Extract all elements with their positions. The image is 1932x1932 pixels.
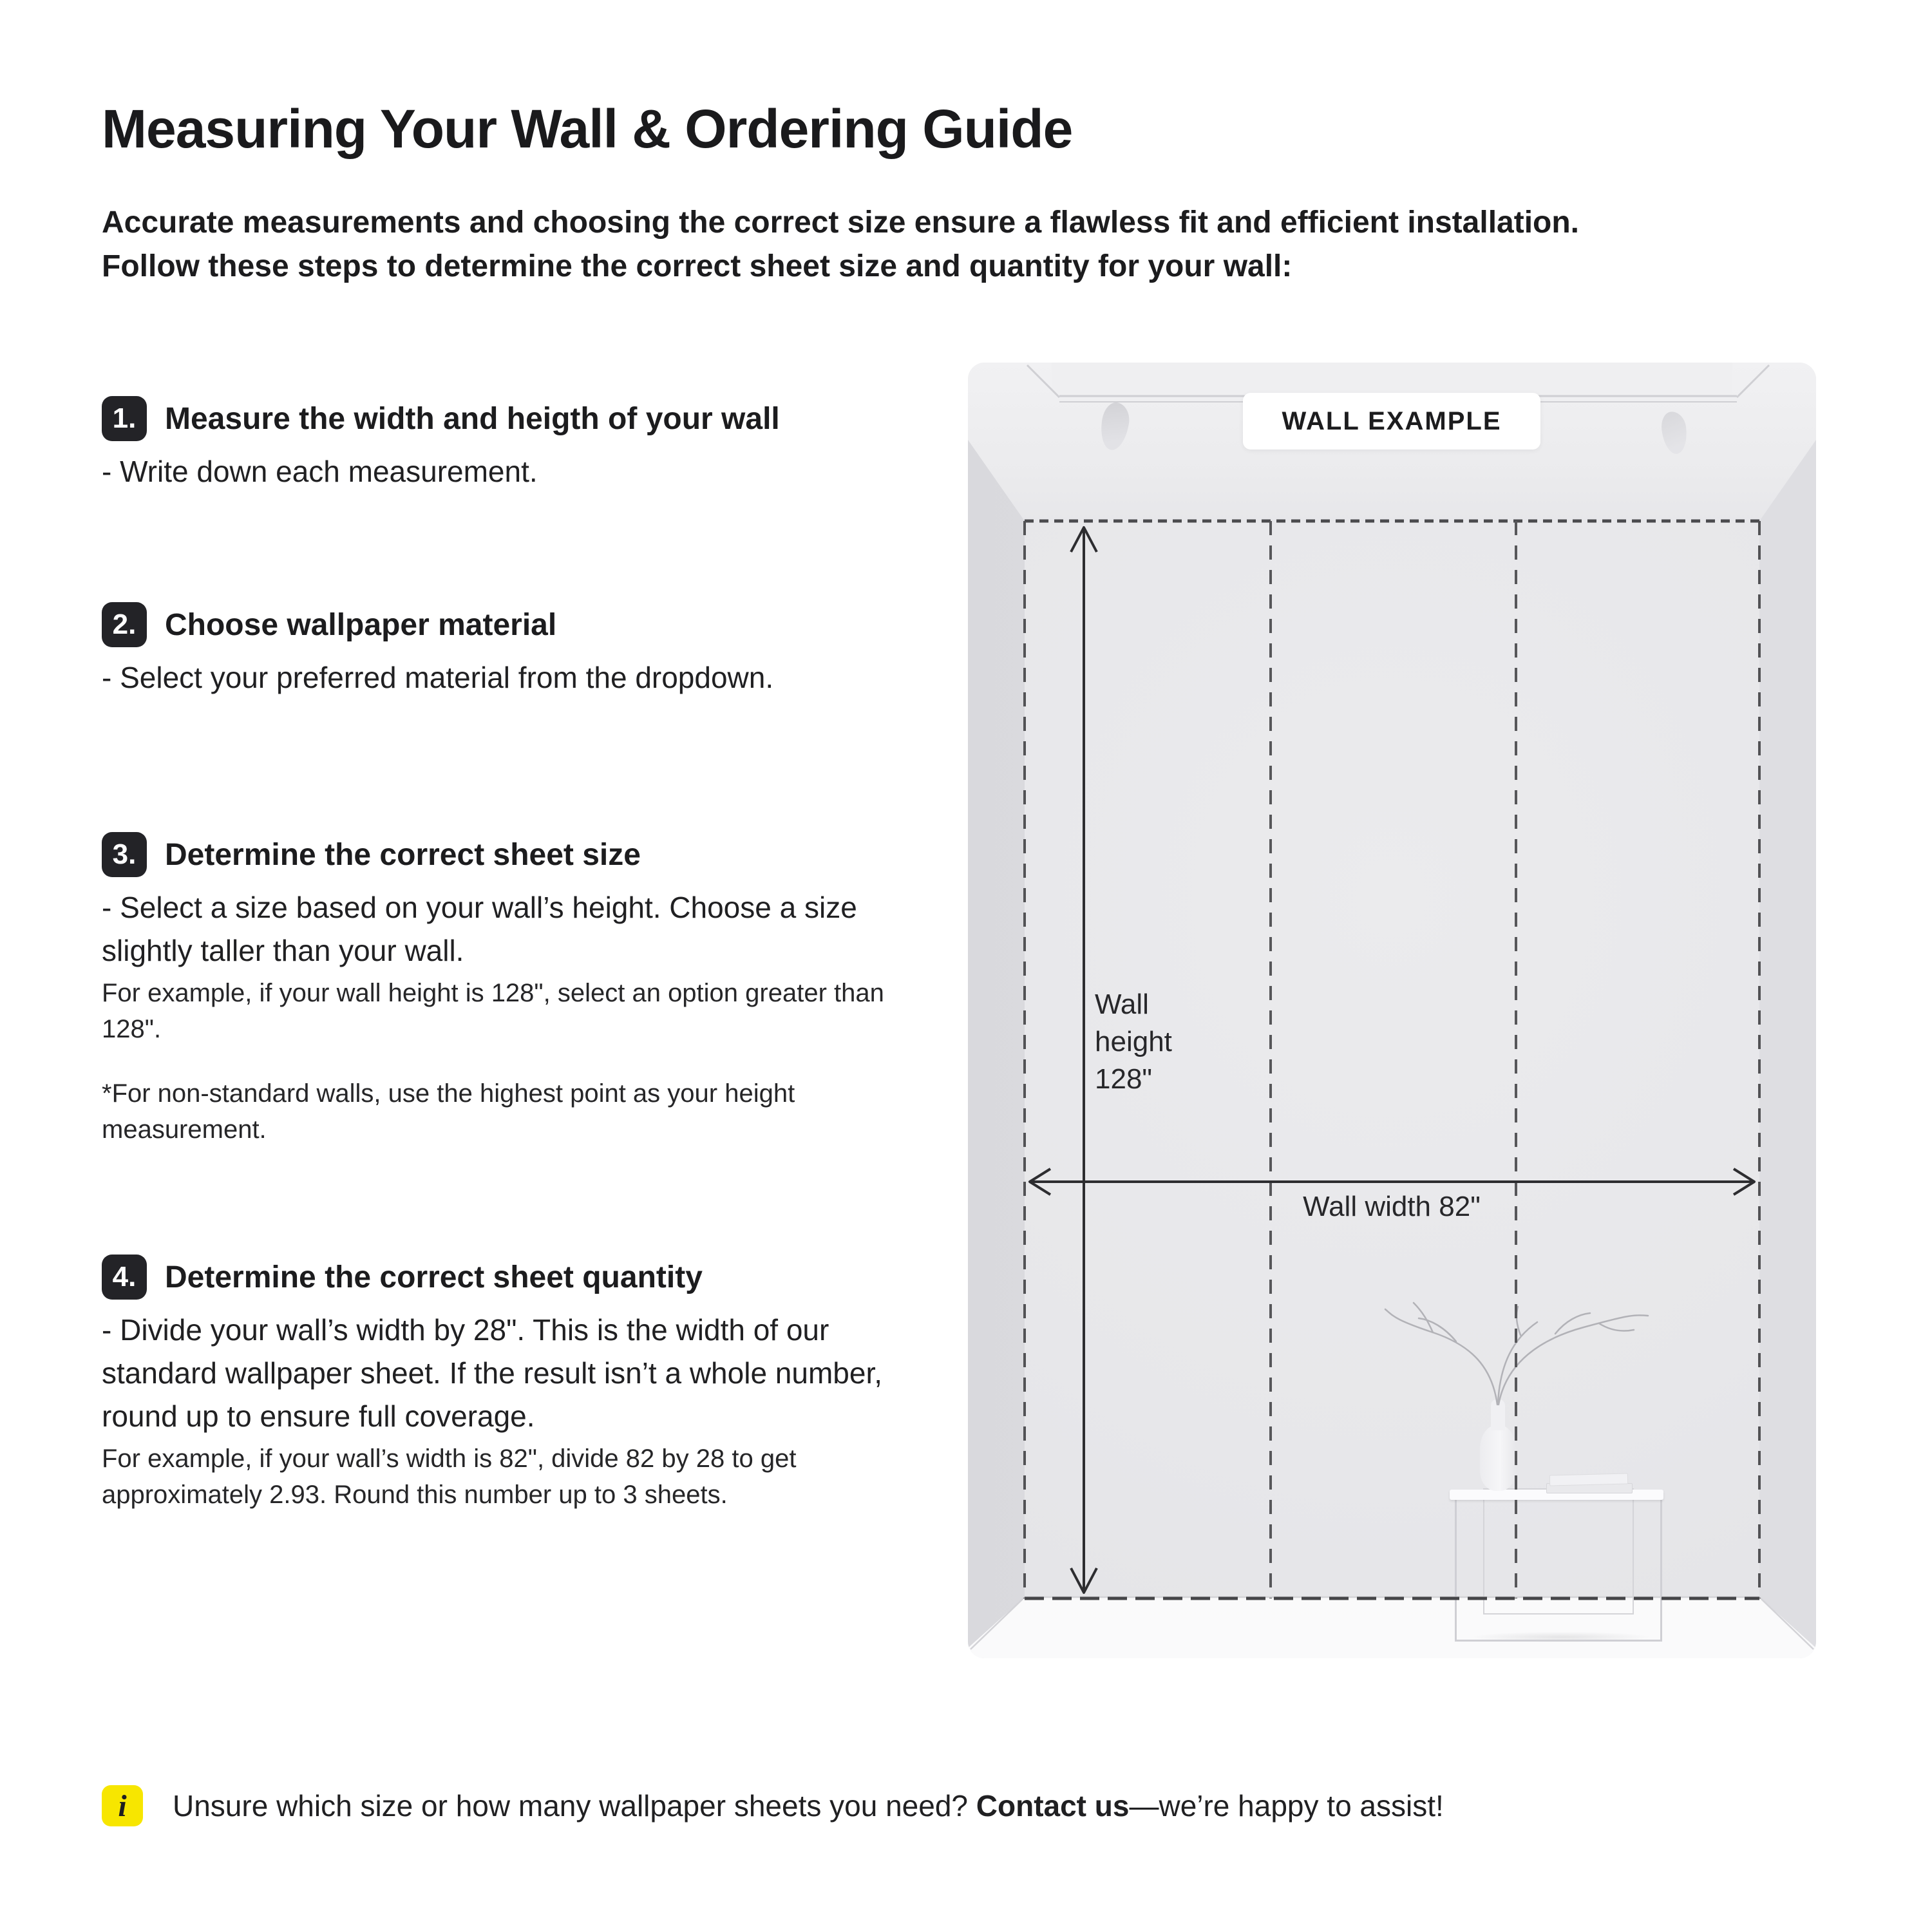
step-3 xyxy=(102,832,900,1148)
step-1 xyxy=(102,396,900,493)
intro-line-2: Follow these steps to determine the correct sheet size and quantity for your wall: xyxy=(102,249,1293,283)
wall-width-label: Wall width 82" xyxy=(1303,1191,1481,1222)
step-1-number: 1. xyxy=(112,402,137,434)
step-1-header xyxy=(102,396,900,441)
step-3-number-badge xyxy=(102,832,147,877)
wall-floor-lines xyxy=(971,1597,1814,1649)
wall-example-figure xyxy=(968,363,1816,1658)
step-1-heading: Measure the width and heigth of your wall xyxy=(165,401,780,436)
step-3-header xyxy=(102,832,900,877)
page-title: Measuring Your Wall & Ordering Guide xyxy=(102,99,1073,159)
wall-height-label-line-2: height xyxy=(1095,1026,1172,1057)
step-3-number: 3. xyxy=(112,838,137,870)
footer-text-before: Unsure which size or how many wallpaper sheets you need? xyxy=(173,1789,976,1823)
contact-us-link[interactable]: Contact us xyxy=(976,1789,1130,1823)
step-4-number-badge xyxy=(102,1255,147,1300)
step-4-heading: Determine the correct sheet quantity xyxy=(165,1260,703,1294)
height-arrow xyxy=(1071,527,1097,1593)
step-2-header xyxy=(102,602,900,647)
step-2-number: 2. xyxy=(112,609,137,640)
info-icon xyxy=(102,1785,143,1826)
intro-line-1: Accurate measurements and choosing the correct size ensure a flawless fit and efficient installation. xyxy=(102,205,1580,240)
step-4-header xyxy=(102,1255,900,1300)
step-3-note: *For non-standard walls, use the highest point as your height measurement. xyxy=(102,1079,795,1144)
footer-help xyxy=(102,1785,1444,1826)
step-4-number: 4. xyxy=(112,1261,137,1293)
step-1-number-badge xyxy=(102,396,147,441)
wall-height-label xyxy=(1095,986,1172,1098)
wall-height-label-line-3: 128" xyxy=(1095,1063,1153,1095)
step-3-example: For example, if your wall height is 128", select an option greater than 128". xyxy=(102,979,884,1043)
step-4 xyxy=(102,1255,900,1513)
footer-text xyxy=(173,1788,1444,1823)
step-2-heading: Choose wallpaper material xyxy=(165,607,557,642)
step-1-body: - Write down each measurement. xyxy=(102,455,538,488)
step-2-body: - Select your preferred material from the dropdown. xyxy=(102,661,774,694)
info-icon-glyph: i xyxy=(118,1788,127,1823)
step-2 xyxy=(102,602,900,699)
step-3-heading: Determine the correct sheet size xyxy=(165,837,641,872)
step-3-body: - Select a size based on your wall’s height. Choose a size slightly taller than your wall. xyxy=(102,891,857,967)
intro-text xyxy=(102,201,1579,289)
wall-height-label-line-1: Wall xyxy=(1095,989,1149,1020)
footer-text-after: —we’re happy to assist! xyxy=(1129,1789,1444,1823)
step-2-number-badge xyxy=(102,602,147,647)
step-4-body: - Divide your wall’s width by 28". This is the width of our standard wallpaper sheet. If the result isn’t a whole number, round up to ensure full coverage. xyxy=(102,1313,883,1433)
wall-example-label: WALL EXAMPLE xyxy=(1243,393,1540,450)
step-4-example: For example, if your wall’s width is 82", divide 82 by 28 to get approximately 2.93. Round this number up to 3 sheets. xyxy=(102,1444,797,1509)
